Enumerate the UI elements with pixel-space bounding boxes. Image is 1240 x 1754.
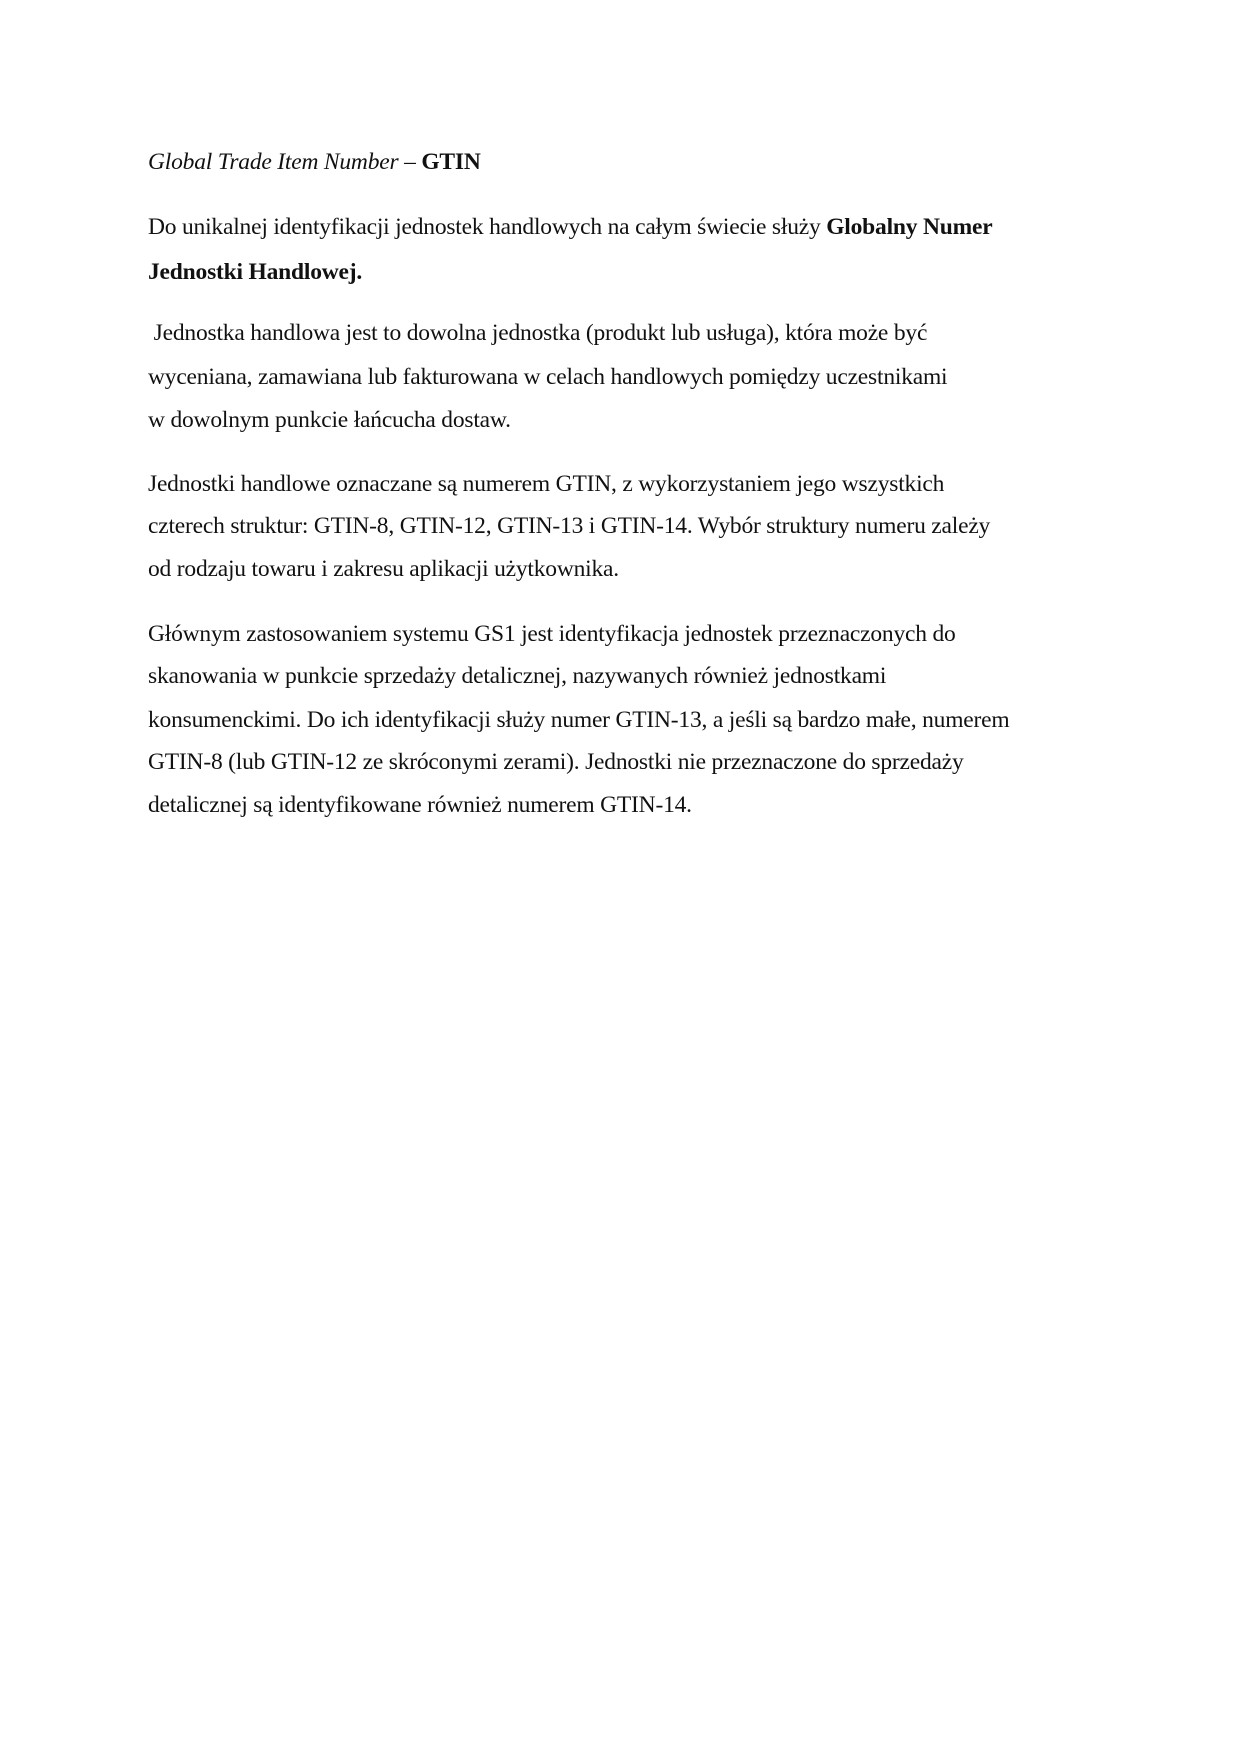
heading (148, 142, 481, 182)
text-line: Jednostki Handlowej. (148, 259, 363, 285)
text-line: Jednostki handlowe oznaczane są numerem GTIN, z wykorzystaniem jego wszystkich (148, 471, 945, 497)
text-line: wyceniana, zamawiana lub fakturowana w celach handlowych pomiędzy uczestnikami (148, 364, 948, 390)
text-line: skanowania w punkcie sprzedaży detalicznej, nazywanych również jednostkami (148, 663, 887, 689)
text-run: Do unikalnej identyfikacji jednostek handlowych na całym świecie służy (148, 214, 827, 240)
heading-bold: GTIN (421, 149, 481, 175)
text-line: Głównym zastosowaniem systemu GS1 jest identyfikacja jednostek przeznaczonych do (148, 621, 956, 647)
text-line (148, 207, 992, 247)
heading-italic: Global Trade Item Number – (148, 149, 422, 175)
text-line: GTIN-8 (lub GTIN-12 ze skróconymi zerami). Jednostki nie przeznaczone do sprzedaży (148, 749, 964, 775)
text-line: czterech struktur: GTIN-8, GTIN-12, GTIN-13 i GTIN-14. Wybór struktury numeru zależy (148, 513, 991, 539)
bold-run: Globalny Numer (826, 214, 993, 240)
text-line: konsumenckimi. Do ich identyfikacji służy numer GTIN-13, a jeśli są bardzo małe, numerem (148, 707, 1010, 733)
text-line: Jednostka handlowa jest to dowolna jednostka (produkt lub usługa), która może być (148, 320, 928, 346)
text-line: w dowolnym punkcie łańcucha dostaw. (148, 407, 511, 433)
text-line: od rodzaju towaru i zakresu aplikacji użytkownika. (148, 556, 619, 582)
text-line: detalicznej są identyfikowane również numerem GTIN-14. (148, 792, 692, 818)
